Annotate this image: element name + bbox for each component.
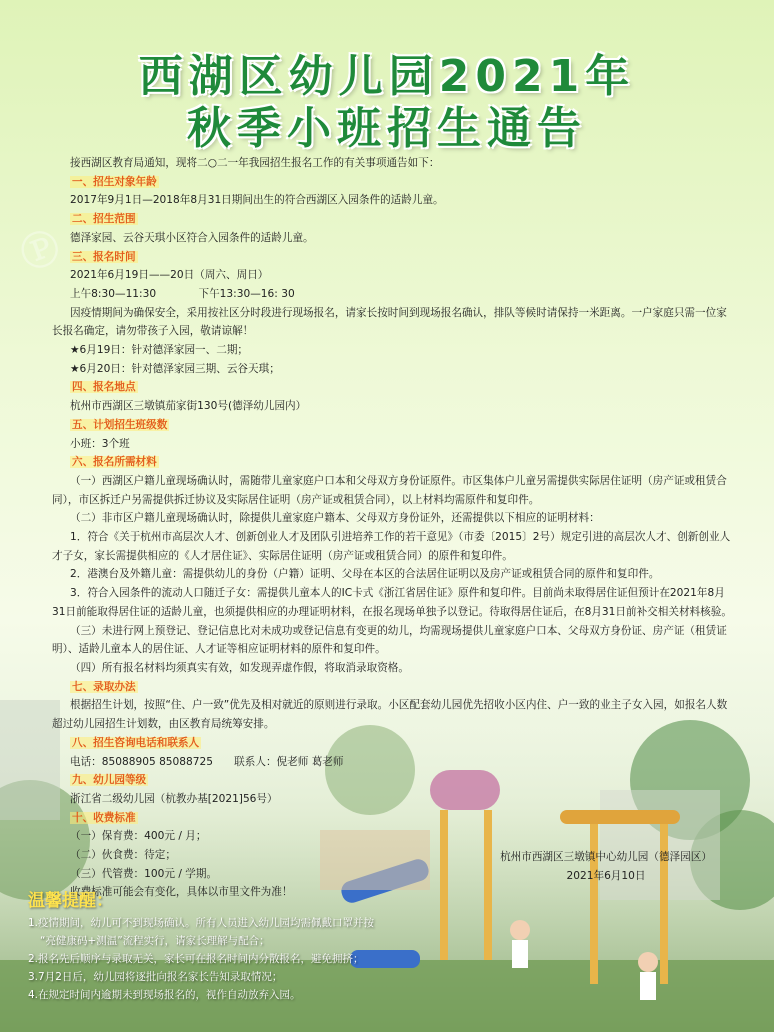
signup-date: 2021年6月19日——20日（周六、周日） bbox=[70, 269, 269, 282]
section-title-classes: 五、计划招生班级数 bbox=[72, 418, 168, 431]
section-text-range: 德泽家园、云谷天琪小区符合入园条件的适龄儿童。 bbox=[70, 231, 314, 244]
fee-note: 收费标准可能会有变化，具体以市里文件为准！ bbox=[70, 886, 293, 899]
tips-box bbox=[28, 888, 468, 1004]
section-text-classes: 小班：3个班 bbox=[70, 437, 130, 450]
signature-date: 2021年6月10日 bbox=[566, 870, 646, 882]
tip-3: 3.7月2日后，幼儿园将逐批向报名家长告知录取情况； bbox=[28, 971, 283, 983]
section-title-materials: 六、报名所需材料 bbox=[72, 456, 157, 469]
signup-hours: 上午8:30—11:30 下午13:30—16: 30 bbox=[70, 287, 295, 300]
section-title-location: 四、报名地点 bbox=[72, 381, 136, 394]
section-title-admission: 七、录取办法 bbox=[72, 680, 136, 693]
section-text-age: 2017年9月1日—2018年8月31日期间出生的符合西湖区入园条件的适龄儿童。 bbox=[70, 194, 444, 207]
tips-title: 温馨提醒： bbox=[28, 891, 113, 911]
tip-1b: “亮健康码+测温”流程实行，请家长理解与配合； bbox=[40, 935, 270, 947]
section-title-contact: 八、招生咨询电话和联系人 bbox=[72, 736, 200, 749]
section-title-time: 三、报名时间 bbox=[72, 250, 136, 263]
signup-note: 因疫情期间为确保安全，采用按社区分时段进行现场报名，请家长按时间到现场报名确认，排队等候时请保持一米距离。一户家庭只需一位家长报名确定，请勿带孩子入园，敬请谅解！ bbox=[52, 306, 727, 338]
section-title-range: 二、招生范围 bbox=[72, 213, 136, 226]
materials-p2-2: 2．港澳台及外籍儿童：需提供幼儿的身份（户籍）证明、父母在本区的合法居住证明以及房产证或租赁合同的原件和复印件。 bbox=[70, 568, 660, 581]
materials-p1: （一）西湖区户籍儿童现场确认时，需随带儿童家庭户口本和父母双方身份证原件。市区集体户儿童另需提供实际居住证明（房产证或租赁合同），市区拆迁户另需提供拆迁协议及实际居住证明（房产证或租赁合同），以上材料均需原件和复印件。 bbox=[52, 474, 727, 506]
signup-day2: ★6月20日：针对德泽家园三期、云谷天琪； bbox=[70, 362, 280, 375]
fee-3: （三）代管费：100元 / 学期。 bbox=[70, 867, 218, 880]
materials-p2-1: 1．符合《关于杭州市高层次人才、创新创业人才及团队引进培养工作的若干意见》（市委〔2015〕2号）规定引进的高层次人才、创新创业人才子女，家长需提供相应的《人才居住证》、实际居住证明（房产证或租赁合同）的原件和复印件。 bbox=[52, 531, 731, 562]
fee-1: （一）保育费：400元 / 月； bbox=[70, 830, 207, 843]
signature-org: 杭州市西湖区三墩镇中心幼儿园（德泽园区） bbox=[500, 851, 712, 863]
tip-4: 4.在规定时间内逾期未到现场报名的，视作自动放弃入园。 bbox=[28, 989, 301, 1001]
intro-text: 接西湖区教育局通知，现将二○二一年我园招生报名工作的有关事项通告如下： bbox=[70, 157, 440, 169]
materials-p3: （三）未进行网上预登记、登记信息比对未成功或登记信息有变更的幼儿，均需现场提供儿童家庭户口本、父母双方身份证、房产证（租赁证明）、适龄儿童本人的居住证、人才证等相应证明材料的原件和复印件。 bbox=[52, 624, 727, 656]
notice-body bbox=[52, 154, 732, 902]
section-title-age: 一、招生对象年龄 bbox=[72, 175, 157, 188]
materials-p2-3: 3．符合入园条件的流动人口随迁子女：需提供儿童本人的IC卡式《浙江省居住证》原件和复印件。目前尚未取得居住证但预计在2021年8月31日前能取得居住证的适龄儿童，也须提供相应的办理证明材料，在报名现场单独予以登记。待取得居住证后，在8月31日前补交相关材料核验。 bbox=[52, 587, 732, 618]
contact-text: 电话：85088905 85088725 联系人：倪老师 葛老师 bbox=[70, 755, 344, 768]
section-text-location: 杭州市西湖区三墩镇茄家街130号(德泽幼儿园内） bbox=[70, 400, 307, 413]
tip-1: 1.疫情期间，幼儿可不到现场确认。所有人员进入幼儿园均需佩戴口罩并按 bbox=[28, 917, 375, 929]
admission-text: 根据招生计划，按照“住、户一致”优先及相对就近的原则进行录取。小区配套幼儿园优先招收小区内住、户一致的业主子女入园，如报名人数超过幼儿园招生计划数，由区教育局统筹安排。 bbox=[52, 699, 728, 731]
materials-p2: （二）非市区户籍儿童现场确认时，除提供儿童家庭户籍本、父母双方身份证外，还需提供以下相应的证明材料： bbox=[70, 512, 600, 525]
materials-p4: （四）所有报名材料均须真实有效，如发现弄虚作假，将取消录取资格。 bbox=[70, 661, 409, 674]
page-title-line2: 秋季小班招生通告 bbox=[187, 103, 587, 154]
signature-block bbox=[476, 848, 736, 886]
tip-2: 2.报名先后顺序与录取无关，家长可在报名时间内分散报名，避免拥挤； bbox=[28, 953, 364, 965]
grade-text: 浙江省二级幼儿园（杭教办基[2021]56号） bbox=[70, 792, 278, 805]
page-title-line1: 西湖区幼儿园2021年 bbox=[138, 51, 636, 102]
section-title-grade: 九、幼儿园等级 bbox=[72, 774, 147, 787]
signup-day1: ★6月19日：针对德泽家园一、二期； bbox=[70, 344, 249, 357]
fee-2: （二）伙食费：待定； bbox=[70, 849, 176, 862]
watermark-left: Ⓟ bbox=[14, 223, 66, 278]
section-title-fees: 十、收费标准 bbox=[72, 811, 136, 824]
